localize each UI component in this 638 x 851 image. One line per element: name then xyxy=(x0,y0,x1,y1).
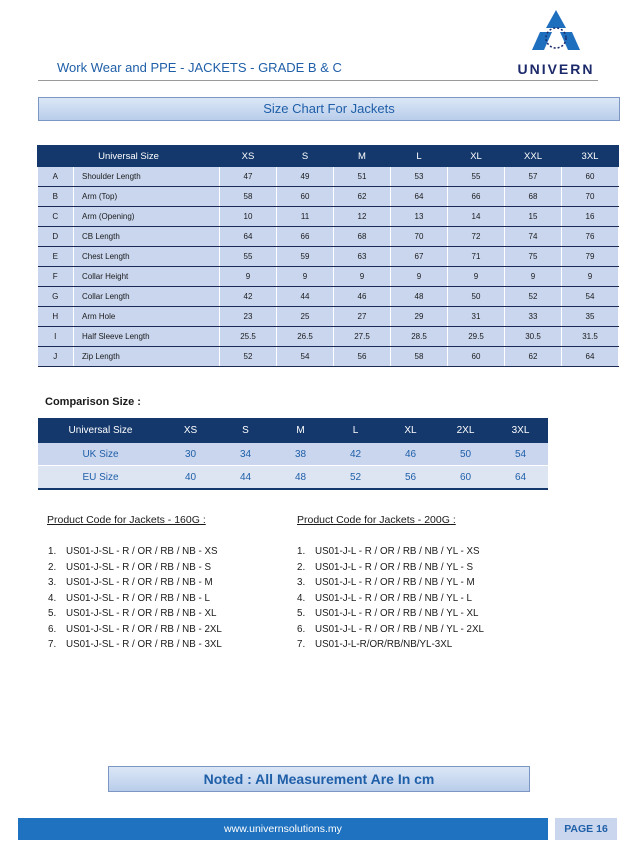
cell-value: 25.5 xyxy=(220,327,277,347)
cell-value: 9 xyxy=(334,267,391,287)
cell-value: 30.5 xyxy=(505,327,562,347)
list-item xyxy=(48,560,222,576)
cell-value: 60 xyxy=(438,466,493,490)
cell-value: 55 xyxy=(220,247,277,267)
cell-value: 72 xyxy=(448,227,505,247)
logo-wordmark: UNIVERN xyxy=(517,61,595,77)
row-code: F xyxy=(38,267,74,287)
list-number: 6. xyxy=(48,623,57,635)
cell-value: 27.5 xyxy=(334,327,391,347)
table-row xyxy=(38,167,619,187)
footer-url[interactable]: www.univernsolutions.my xyxy=(18,818,548,840)
row-code: B xyxy=(38,187,74,207)
page-number: PAGE 16 xyxy=(555,818,617,840)
list-item xyxy=(48,622,222,638)
cell-value: 66 xyxy=(448,187,505,207)
cell-value: 44 xyxy=(277,287,334,307)
row-code: C xyxy=(38,207,74,227)
header-size: XL xyxy=(448,146,505,167)
cell-value: 9 xyxy=(562,267,619,287)
row-parameter: Collar Height xyxy=(74,267,220,287)
cell-value: 64 xyxy=(562,347,619,367)
row-parameter: Arm Hole xyxy=(74,307,220,327)
cell-value: 13 xyxy=(391,207,448,227)
list-number: 2. xyxy=(297,561,306,573)
list-number: 3. xyxy=(48,577,57,588)
comparison-header-row xyxy=(38,418,548,443)
list-item xyxy=(297,544,484,560)
row-parameter: Collar Length xyxy=(74,287,220,307)
cell-value: 33 xyxy=(505,307,562,327)
header-size: M xyxy=(273,418,328,443)
row-label: UK Size xyxy=(38,443,163,466)
cell-value: 9 xyxy=(391,267,448,287)
list-item xyxy=(48,637,222,653)
cell-value: 63 xyxy=(334,247,391,267)
cell-value: 47 xyxy=(220,167,277,187)
header-size: M xyxy=(334,146,391,167)
header-size: XL xyxy=(383,418,438,443)
univern-logo-icon xyxy=(528,8,584,58)
cell-value: 74 xyxy=(505,227,562,247)
cell-value: 75 xyxy=(505,247,562,267)
list-item xyxy=(297,606,484,622)
cell-value: 29 xyxy=(391,307,448,327)
cell-value: 12 xyxy=(334,207,391,227)
cell-value: 48 xyxy=(391,287,448,307)
row-label: EU Size xyxy=(38,466,163,490)
table-row xyxy=(38,267,619,287)
cell-value: 52 xyxy=(328,466,383,490)
list-item xyxy=(297,560,484,576)
product-code: US01-J-L - R / OR / RB / NB / YL - XL xyxy=(315,608,479,619)
cell-value: 50 xyxy=(448,287,505,307)
cell-value: 38 xyxy=(273,443,328,466)
product-code-200g-title: Product Code for Jackets - 200G : xyxy=(297,514,456,526)
table-row xyxy=(38,247,619,267)
cell-value: 60 xyxy=(562,167,619,187)
cell-value: 67 xyxy=(391,247,448,267)
measurement-note: Noted : All Measurement Are In cm xyxy=(108,766,530,792)
comparison-table xyxy=(38,418,548,490)
header-universal-size: Universal Size xyxy=(38,146,220,167)
row-code: G xyxy=(38,287,74,307)
cell-value: 57 xyxy=(505,167,562,187)
cell-value: 26.5 xyxy=(277,327,334,347)
cell-value: 66 xyxy=(277,227,334,247)
product-code-160g-list xyxy=(48,544,222,653)
header-size: S xyxy=(277,146,334,167)
size-chart-table xyxy=(37,145,619,367)
row-code: H xyxy=(38,307,74,327)
product-code: US01-J-L - R / OR / RB / NB / YL - 2XL xyxy=(315,623,484,635)
list-number: 7. xyxy=(48,639,57,650)
row-code: J xyxy=(38,347,74,367)
list-item xyxy=(297,622,484,638)
header-size: XXL xyxy=(505,146,562,167)
list-number: 6. xyxy=(297,623,306,635)
cell-value: 52 xyxy=(220,347,277,367)
table-row xyxy=(38,207,619,227)
product-code: US01-J-L - R / OR / RB / NB / YL - S xyxy=(315,561,474,573)
cell-value: 68 xyxy=(505,187,562,207)
product-code: US01-J-SL - R / OR / RB / NB - XS xyxy=(66,546,218,557)
list-item xyxy=(297,575,484,591)
product-code: US01-J-L - R / OR / RB / NB / YL - M xyxy=(315,577,475,588)
cell-value: 9 xyxy=(277,267,334,287)
row-code: I xyxy=(38,327,74,347)
cell-value: 16 xyxy=(562,207,619,227)
cell-value: 54 xyxy=(493,443,548,466)
header-size: L xyxy=(391,146,448,167)
cell-value: 56 xyxy=(383,466,438,490)
cell-value: 79 xyxy=(562,247,619,267)
cell-value: 10 xyxy=(220,207,277,227)
table-row xyxy=(38,347,619,367)
product-code: US01-J-SL - R / OR / RB / NB - M xyxy=(66,577,213,588)
product-code: US01-J-L - R / OR / RB / NB / YL - L xyxy=(315,592,472,604)
product-code-200g-list xyxy=(297,544,484,653)
cell-value: 29.5 xyxy=(448,327,505,347)
document-title: Work Wear and PPE - JACKETS - GRADE B & C xyxy=(57,60,342,75)
product-code: US01-J-L-R/OR/RB/NB/YL-3XL xyxy=(315,639,453,650)
cell-value: 62 xyxy=(505,347,562,367)
cell-value: 71 xyxy=(448,247,505,267)
cell-value: 46 xyxy=(383,443,438,466)
row-code: E xyxy=(38,247,74,267)
comparison-label: Comparison Size : xyxy=(45,396,141,408)
product-code: US01-J-SL - R / OR / RB / NB - L xyxy=(66,592,210,604)
cell-value: 14 xyxy=(448,207,505,227)
cell-value: 56 xyxy=(334,347,391,367)
cell-value: 68 xyxy=(334,227,391,247)
list-number: 4. xyxy=(297,592,306,604)
cell-value: 70 xyxy=(391,227,448,247)
cell-value: 9 xyxy=(505,267,562,287)
cell-value: 70 xyxy=(562,187,619,207)
list-number: 4. xyxy=(48,592,57,604)
product-code: US01-J-L - R / OR / RB / NB / YL - XS xyxy=(315,546,480,557)
table-row xyxy=(38,307,619,327)
cell-value: 58 xyxy=(391,347,448,367)
cell-value: 34 xyxy=(218,443,273,466)
cell-value: 35 xyxy=(562,307,619,327)
cell-value: 30 xyxy=(163,443,218,466)
cell-value: 64 xyxy=(391,187,448,207)
cell-value: 52 xyxy=(505,287,562,307)
table-row xyxy=(38,443,548,466)
cell-value: 53 xyxy=(391,167,448,187)
header-size: L xyxy=(328,418,383,443)
list-number: 5. xyxy=(297,608,306,619)
cell-value: 62 xyxy=(334,187,391,207)
header-universal-size: Universal Size xyxy=(38,418,163,443)
cell-value: 64 xyxy=(493,466,548,490)
cell-value: 31 xyxy=(448,307,505,327)
row-parameter: CB Length xyxy=(74,227,220,247)
row-code: D xyxy=(38,227,74,247)
header-size: 3XL xyxy=(562,146,619,167)
cell-value: 27 xyxy=(334,307,391,327)
header-divider xyxy=(38,80,598,81)
cell-value: 64 xyxy=(220,227,277,247)
cell-value: 55 xyxy=(448,167,505,187)
cell-value: 9 xyxy=(448,267,505,287)
list-number: 1. xyxy=(48,546,57,557)
cell-value: 48 xyxy=(273,466,328,490)
product-code: US01-J-SL - R / OR / RB / NB - 3XL xyxy=(66,639,222,650)
row-parameter: Half Sleeve Length xyxy=(74,327,220,347)
cell-value: 46 xyxy=(334,287,391,307)
table-row xyxy=(38,466,548,490)
header-size: 3XL xyxy=(493,418,548,443)
product-code: US01-J-SL - R / OR / RB / NB - 2XL xyxy=(66,623,222,635)
header-size: XS xyxy=(220,146,277,167)
cell-value: 51 xyxy=(334,167,391,187)
cell-value: 54 xyxy=(562,287,619,307)
list-item xyxy=(48,575,222,591)
list-item xyxy=(297,637,484,653)
table-row xyxy=(38,187,619,207)
row-parameter: Chest Length xyxy=(74,247,220,267)
cell-value: 58 xyxy=(220,187,277,207)
cell-value: 15 xyxy=(505,207,562,227)
cell-value: 9 xyxy=(220,267,277,287)
cell-value: 44 xyxy=(218,466,273,490)
cell-value: 60 xyxy=(277,187,334,207)
table-row xyxy=(38,227,619,247)
size-chart-banner: Size Chart For Jackets xyxy=(38,97,620,121)
row-code: A xyxy=(38,167,74,187)
cell-value: 60 xyxy=(448,347,505,367)
header-size: XS xyxy=(163,418,218,443)
row-parameter: Arm (Opening) xyxy=(74,207,220,227)
cell-value: 76 xyxy=(562,227,619,247)
list-item xyxy=(48,606,222,622)
cell-value: 59 xyxy=(277,247,334,267)
cell-value: 25 xyxy=(277,307,334,327)
row-parameter: Zip Length xyxy=(74,347,220,367)
cell-value: 42 xyxy=(328,443,383,466)
cell-value: 54 xyxy=(277,347,334,367)
cell-value: 50 xyxy=(438,443,493,466)
list-number: 2. xyxy=(48,561,57,573)
product-code: US01-J-SL - R / OR / RB / NB - XL xyxy=(66,608,217,619)
cell-value: 40 xyxy=(163,466,218,490)
cell-value: 42 xyxy=(220,287,277,307)
header-size: 2XL xyxy=(438,418,493,443)
list-number: 5. xyxy=(48,608,57,619)
cell-value: 23 xyxy=(220,307,277,327)
header-size: S xyxy=(218,418,273,443)
cell-value: 28.5 xyxy=(391,327,448,347)
table-row xyxy=(38,327,619,347)
list-number: 1. xyxy=(297,546,306,557)
list-number: 3. xyxy=(297,577,306,588)
product-code: US01-J-SL - R / OR / RB / NB - S xyxy=(66,561,211,573)
list-item xyxy=(297,591,484,607)
cell-value: 31.5 xyxy=(562,327,619,347)
cell-value: 49 xyxy=(277,167,334,187)
list-item xyxy=(48,544,222,560)
row-parameter: Arm (Top) xyxy=(74,187,220,207)
cell-value: 11 xyxy=(277,207,334,227)
row-parameter: Shoulder Length xyxy=(74,167,220,187)
list-number: 7. xyxy=(297,639,306,650)
list-item xyxy=(48,591,222,607)
table-row xyxy=(38,287,619,307)
product-code-160g-title: Product Code for Jackets - 160G : xyxy=(47,514,206,526)
size-chart-header-row xyxy=(38,146,619,167)
